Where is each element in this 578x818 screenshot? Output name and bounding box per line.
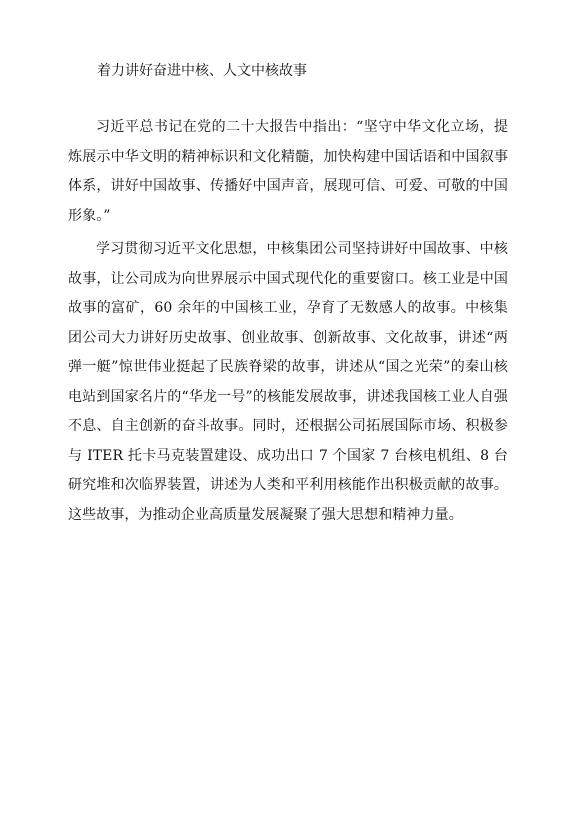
paragraph-body: 学习贯彻习近平文化思想，中核集团公司坚持讲好中国故事、中核故事，让公司成为向世界展示中国式现代化的重要窗口。核工业是中国故事的富矿，60 余年的中国核工业，孕育了无数感人的故事。中核集团公司大力讲好历史故事、创业故事、创新故事、文化故事，讲述“两弹一艇”惊世伟业挺起了民族脊梁的故事，讲述从“国之光荣”的秦山核电站到国家名片的“华龙一号”的核能发展故事，讲述我国核工业人自强不息、自主创新的奋斗故事。同时，还根据公司拓展国际市场、积极参与 ITER 托卡马克装置建设、成功出口 7 个国家 7 台核电机组、8 台研究堆和次临界装置，讲述为人类和平利用核能作出积极贡献的故事。这些故事，为推动企业高质量发展凝聚了强大思想和精神力量。 — [68, 241, 508, 523]
section-heading: 着力讲好奋进中核、人文中核故事 — [97, 63, 307, 79]
paragraph-quote: 习近平总书记在党的二十大报告中指出：“坚守中华文化立场，提炼展示中华文明的精神标识和文化精髓，加快构建中国话语和中国叙事体系，讲好中国故事、传播好中国声音，展现可信、可爱、可敬的中国形象。” — [68, 119, 508, 224]
